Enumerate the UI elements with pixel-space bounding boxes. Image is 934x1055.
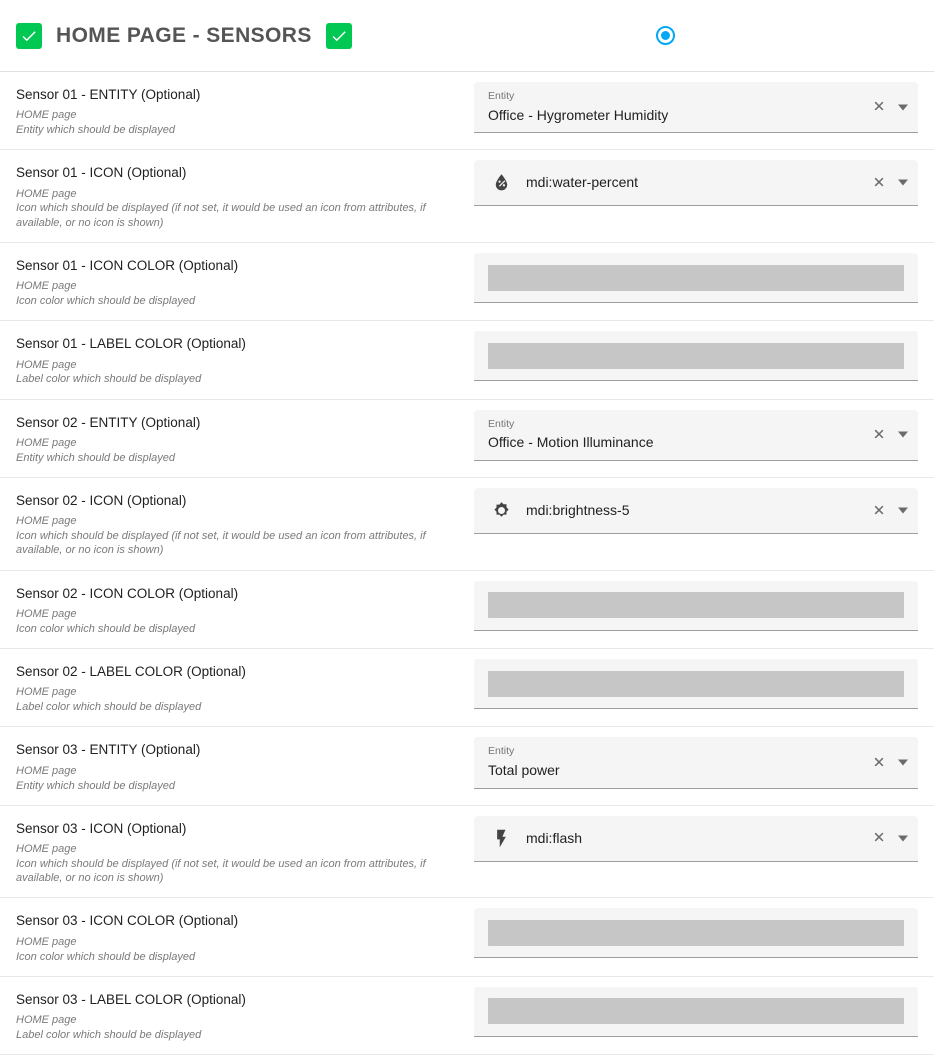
brightness-5-icon xyxy=(488,500,514,521)
row-help-text: Icon which should be displayed (if not set, it would be used an icon from attributes, if available, or no icon is shown) xyxy=(16,530,426,557)
row-description xyxy=(0,806,474,898)
settings-row xyxy=(0,898,934,976)
settings-row xyxy=(0,72,934,150)
row-control xyxy=(474,400,934,471)
row-control xyxy=(474,72,934,143)
entity-field-value: Office - Hygrometer Humidity xyxy=(488,106,669,123)
sensor-01-label-color-input[interactable] xyxy=(488,343,904,369)
settings-row xyxy=(0,150,934,243)
close-icon[interactable]: ✕ xyxy=(872,829,886,847)
row-description xyxy=(0,72,474,149)
row-title: Sensor 01 - ENTITY (Optional) xyxy=(16,87,201,102)
icon-field-value: mdi:flash xyxy=(526,829,583,846)
row-control xyxy=(474,977,934,1047)
row-subtitle: HOME page xyxy=(16,843,77,856)
field-actions xyxy=(872,175,908,190)
row-subtitle: HOME page xyxy=(16,280,77,293)
row-control xyxy=(474,243,934,313)
row-control xyxy=(474,727,934,798)
row-description xyxy=(0,321,474,398)
row-title: Sensor 01 - LABEL COLOR (Optional) xyxy=(16,336,246,352)
row-control xyxy=(474,571,934,641)
row-control xyxy=(474,806,934,872)
row-help-text: Entity which should be displayed xyxy=(16,451,175,464)
sensor-02-icon-color-field[interactable] xyxy=(474,581,918,631)
row-title: Sensor 03 - LABEL COLOR (Optional) xyxy=(16,991,246,1007)
icon-field-value: mdi:brightness-5 xyxy=(526,501,630,518)
row-title: Sensor 03 - ICON (Optional) xyxy=(16,820,187,836)
checkbox-checked-icon-left[interactable] xyxy=(16,23,42,49)
sensor-03-icon-field[interactable] xyxy=(474,816,918,862)
entity-field-value: Office - Motion Illuminance xyxy=(488,434,654,451)
water-percent-icon xyxy=(488,172,514,193)
field-actions xyxy=(872,755,908,770)
row-subtitle: HOME page xyxy=(16,358,77,371)
sensor-01-icon-field[interactable] xyxy=(474,160,918,206)
row-control xyxy=(474,321,934,391)
sensor-01-entity-field[interactable] xyxy=(474,82,918,133)
sensor-03-label-color-input[interactable] xyxy=(488,998,904,1024)
settings-row xyxy=(0,243,934,321)
settings-list xyxy=(0,72,934,1055)
row-subtitle: HOME page xyxy=(16,607,77,620)
row-subtitle: HOME page xyxy=(16,1014,77,1027)
radio-inner-dot xyxy=(661,31,670,40)
row-control xyxy=(474,649,934,719)
row-help-text: Icon which should be displayed (if not set, it would be used an icon from attributes, if available, or no icon is shown) xyxy=(16,857,426,885)
row-subtitle: HOME page xyxy=(16,515,77,528)
header-radio-group[interactable] xyxy=(638,26,778,45)
row-description xyxy=(0,478,474,570)
row-help-text: Icon color which should be displayed xyxy=(16,622,196,635)
icon-field-value: mdi:water-percent xyxy=(526,174,639,191)
radio-selected-icon[interactable] xyxy=(656,26,675,45)
field-actions xyxy=(872,503,908,518)
row-description xyxy=(0,649,474,726)
settings-row xyxy=(0,478,934,571)
close-icon[interactable]: ✕ xyxy=(872,754,886,772)
row-subtitle: HOME page xyxy=(16,686,77,699)
row-title: Sensor 03 - ICON COLOR (Optional) xyxy=(16,913,239,929)
sensor-02-label-color-input[interactable] xyxy=(488,671,904,697)
row-help-text: Label color which should be displayed xyxy=(16,701,202,714)
settings-row xyxy=(0,727,934,805)
sensor-03-icon-color-field[interactable] xyxy=(474,908,918,958)
entity-field-label: Entity xyxy=(488,417,515,430)
settings-row xyxy=(0,649,934,727)
page-title: HOME PAGE - SENSORS xyxy=(56,23,312,47)
row-control xyxy=(474,478,934,544)
row-title: Sensor 01 - ICON (Optional) xyxy=(16,165,187,181)
row-title: Sensor 02 - ICON COLOR (Optional) xyxy=(16,585,239,601)
row-title: Sensor 02 - ENTITY (Optional) xyxy=(16,414,201,430)
row-title: Sensor 02 - ICON (Optional) xyxy=(16,493,187,509)
page-header xyxy=(0,0,934,72)
row-description xyxy=(0,898,474,975)
settings-row xyxy=(0,977,934,1055)
settings-row xyxy=(0,806,934,899)
chevron-down-icon[interactable] xyxy=(898,104,908,110)
chevron-down-icon[interactable] xyxy=(898,760,908,766)
close-icon[interactable]: ✕ xyxy=(872,174,886,192)
row-title: Sensor 01 - ICON COLOR (Optional) xyxy=(16,258,239,274)
row-help-text: Label color which should be displayed xyxy=(16,1028,202,1041)
row-subtitle: HOME page xyxy=(16,935,77,948)
settings-row xyxy=(0,571,934,649)
row-control xyxy=(474,150,934,216)
row-help-text: Icon color which should be displayed xyxy=(16,950,196,963)
row-subtitle: HOME page xyxy=(16,187,77,200)
sensor-01-icon-color-input[interactable] xyxy=(488,265,904,291)
sensor-02-icon-color-input[interactable] xyxy=(488,592,904,618)
row-subtitle: HOME page xyxy=(16,764,77,777)
sensor-01-label-color-field[interactable] xyxy=(474,331,918,381)
row-description xyxy=(0,400,474,477)
entity-field-label: Entity xyxy=(488,90,515,102)
sensor-01-icon-color-field[interactable] xyxy=(474,253,918,303)
entity-field-label: Entity xyxy=(488,745,515,758)
row-description xyxy=(0,571,474,648)
chevron-down-icon[interactable] xyxy=(898,508,908,514)
field-actions xyxy=(872,427,908,442)
field-actions xyxy=(872,100,908,115)
row-description xyxy=(0,243,474,320)
sensor-02-icon-field[interactable] xyxy=(474,488,918,534)
checkbox-checked-icon-right[interactable] xyxy=(326,23,352,49)
row-title: Sensor 02 - LABEL COLOR (Optional) xyxy=(16,664,246,680)
chevron-down-icon[interactable] xyxy=(898,432,908,438)
chevron-down-icon[interactable] xyxy=(898,180,908,186)
row-description xyxy=(0,727,474,804)
row-help-text: Icon which should be displayed (if not set, it would be used an icon from attributes, if available, or no icon is shown) xyxy=(16,202,426,229)
close-icon[interactable]: ✕ xyxy=(872,502,886,520)
close-icon[interactable]: ✕ xyxy=(872,98,886,116)
close-icon[interactable]: ✕ xyxy=(872,426,886,444)
entity-field-value: Total power xyxy=(488,762,560,779)
sensor-03-label-color-field[interactable] xyxy=(474,987,918,1037)
sensor-02-label-color-field[interactable] xyxy=(474,659,918,709)
chevron-down-icon[interactable] xyxy=(898,835,908,841)
settings-row xyxy=(0,321,934,399)
row-description xyxy=(0,150,474,242)
row-help-text: Label color which should be displayed xyxy=(16,373,202,386)
sensor-03-entity-field[interactable] xyxy=(474,737,918,788)
row-help-text: Entity which should be displayed xyxy=(16,124,175,137)
row-title: Sensor 03 - ENTITY (Optional) xyxy=(16,742,201,758)
row-subtitle: HOME page xyxy=(16,109,77,122)
sensor-03-icon-color-input[interactable] xyxy=(488,920,904,946)
row-description xyxy=(0,977,474,1054)
flash-icon xyxy=(488,828,514,849)
sensor-02-entity-field[interactable] xyxy=(474,410,918,461)
row-help-text: Entity which should be displayed xyxy=(16,779,175,792)
field-actions xyxy=(872,831,908,846)
settings-row xyxy=(0,400,934,478)
row-subtitle: HOME page xyxy=(16,436,77,449)
row-control xyxy=(474,898,934,968)
row-help-text: Icon color which should be displayed xyxy=(16,295,196,308)
